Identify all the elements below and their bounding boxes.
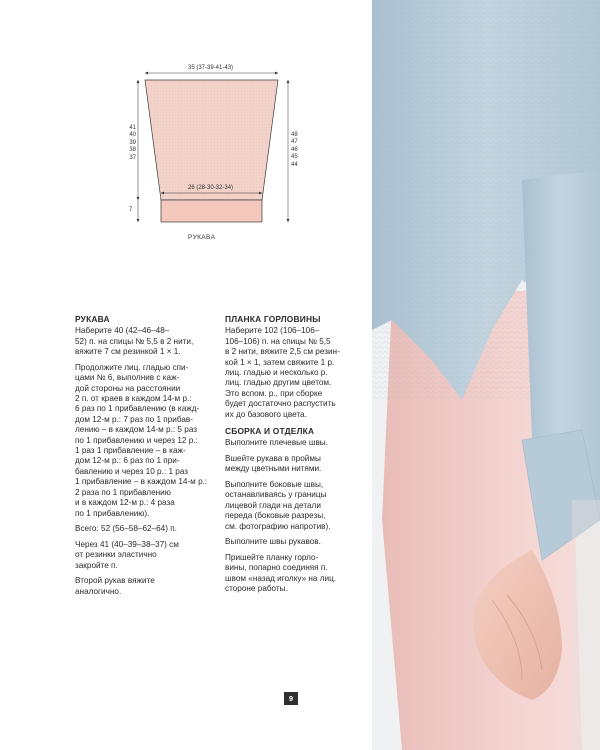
right-height-3: 46 (291, 146, 298, 153)
sleeve-diagram (120, 60, 310, 250)
model-photo (372, 0, 600, 750)
paragraph: Выполните боковые швы, останавливаясь у границы лицевой глади на детали переда (боковые разрезы, см. фотографию напротив). (225, 480, 331, 531)
right-height-4: 45 (291, 154, 298, 161)
left-height-3: 39 (129, 139, 136, 146)
left-height-5: 37 (129, 154, 136, 161)
paragraph: Наберите 102 (106–106– 106–106) п. на спицы № 5,5 в 2 нити, вяжите 2,5 см резин- кой 1 × 1, затем свяжите 1 р. лиц. гладью и несколько р. лиц. гладью другим цветом. Это вспом. р., при сборке будет достаточно распустить их до базового цвета. (225, 326, 340, 419)
photo-illustration (372, 0, 600, 750)
section-heading: СБОРКА И ОТДЕЛКА (225, 426, 315, 437)
cuff-width-label: 26 (28-30-32-34) (188, 185, 234, 191)
page-number: 9 (284, 692, 298, 705)
left-height-labels (124, 125, 136, 162)
paragraph: Пришейте планку горло- вины, попарно соединяя п. швом «назад иголку» на лиц. стороне работы. (225, 552, 337, 594)
schematic-caption: РУКАВА (188, 234, 216, 241)
top-width-label: 35 (37-39-41-43) (188, 65, 234, 71)
paragraph: Второй рукав вяжите аналогично. (75, 576, 155, 596)
paragraph: Выполните плечевые швы. (225, 438, 328, 448)
paragraph: Всего: 52 (56–58–62–64) п. (75, 524, 177, 534)
left-height-2: 40 (129, 132, 136, 139)
right-height-1: 48 (291, 132, 298, 138)
paragraph: Продолжите лиц. гладью спи- цами № 6, выполнив с каж- дой стороны на расстоянии 2 п. от краев в каждом 14-м р.: 6 раз по 1 прибавлению (в кажд- дом 12-м р.: 7 раз по 1 прибав- лению – в каждом 14-м р.: 5 раз по 1 прибавлению и через 12 р.: 1 раз 1 прибавление – в каж- дом 12-м р.: 6 раз по 1 при- бавлению и через 10 р.: 1 раз 1 прибавление – в каждом 14-м р.: 2 раза по 1 прибавлению и в каждом 12-м р.: 4 раза по 1 прибавлению). (75, 362, 208, 518)
section-heading: РУКАВА (75, 314, 110, 324)
sleeve-schematic (120, 60, 310, 250)
paragraph: Через 41 (40–39–38–37) см от резинки эластично закройте п. (75, 539, 179, 570)
sleeve-cuff (161, 200, 262, 222)
right-height-2: 47 (291, 139, 298, 146)
sleeve-body (145, 80, 278, 200)
left-height-1: 41 (129, 125, 136, 131)
paragraph: Выполните швы рукавов. (225, 537, 321, 547)
section-heading: ПЛАНКА ГОРЛОВИНЫ (225, 314, 321, 324)
right-height-5: 44 (291, 161, 298, 168)
left-height-4: 38 (129, 147, 136, 154)
right-height-labels (291, 132, 305, 169)
paragraph: Наберите 40 (42–46–48– 52) п. на спицы № 5,5 в 2 нити, вяжите 7 см резинкой 1 × 1. (75, 326, 194, 357)
paragraph: Вшейте рукава в проймы между цветными нитями. (225, 454, 322, 474)
sleeve-instructions (75, 314, 223, 602)
neckband-and-assembly (225, 314, 373, 600)
rib-height-label: 7 (129, 207, 133, 213)
